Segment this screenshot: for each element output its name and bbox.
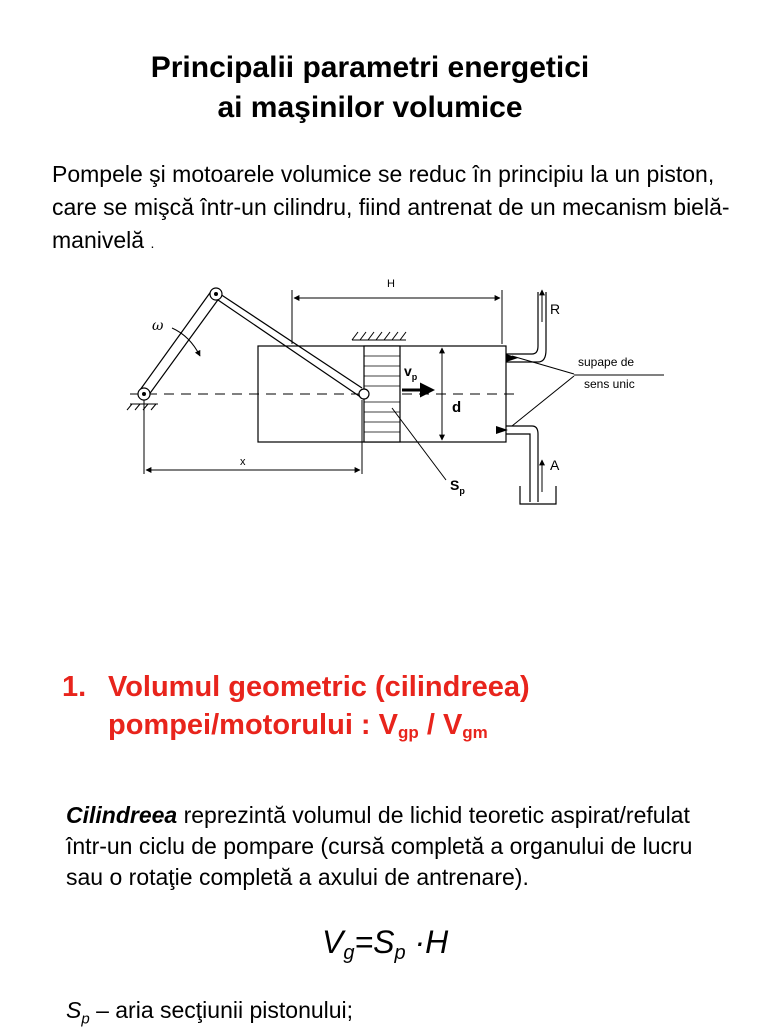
section-number: 1. bbox=[62, 671, 87, 703]
valves-label-line-1: supape de bbox=[578, 355, 635, 369]
discharge-pipe bbox=[506, 292, 546, 362]
h-label: H bbox=[387, 278, 395, 290]
intro-trailing-dot: . bbox=[150, 235, 155, 251]
a-label: A bbox=[550, 457, 560, 473]
r-label: R bbox=[550, 301, 561, 317]
position-dimension-x bbox=[144, 400, 362, 474]
valves-label-line-2: sens unic bbox=[584, 377, 635, 391]
ground-support bbox=[127, 404, 158, 410]
term-cilindreea: Cilindreea bbox=[66, 802, 178, 828]
omega-label: ω bbox=[152, 318, 164, 334]
intro-text: Pompele şi motoarele volumice se reduc în principiu la un piston, care se mişcă într-un cilindru, fiind antrenat de un mecanism bielă-manivelă bbox=[52, 161, 730, 253]
title-line-2: ai maşinilor volumice bbox=[217, 91, 523, 124]
sp-label: $S_p$ bbox=[450, 477, 465, 496]
sp-leader-line bbox=[392, 408, 446, 480]
section-heading bbox=[62, 668, 742, 752]
sp-definition: $S_p$ – aria secţiunii pistonului; bbox=[66, 997, 354, 1028]
piston-pump-diagram bbox=[0, 270, 768, 520]
rotation-arrow bbox=[172, 328, 200, 356]
suction-pipe bbox=[506, 426, 538, 502]
displacement-formula: $V_g=S_p \cdot H$ bbox=[322, 924, 449, 964]
page-title bbox=[0, 48, 740, 128]
piston-pin-joint bbox=[359, 389, 369, 399]
x-label: x bbox=[240, 456, 246, 468]
section-heading-line-1: Volumul geometric (cilindreea) bbox=[108, 671, 530, 703]
crank-arm bbox=[140, 290, 220, 396]
definition-paragraph bbox=[66, 800, 726, 893]
title-line-1: Principalii parametri energetici bbox=[150, 51, 590, 84]
vp-label: $v_p$ bbox=[404, 363, 418, 382]
d-label: d bbox=[452, 399, 462, 416]
connecting-rod bbox=[214, 290, 362, 398]
intro-paragraph bbox=[52, 158, 742, 260]
paragraph-text: reprezintă volumul de lichid teoretic aspirat/refulat într-un ciclu de pompare (cursă completă a organului de lucru sau o rotaţie completă a axului de antrenare). bbox=[66, 802, 693, 890]
discharge-valve bbox=[506, 354, 518, 362]
section-heading-line-2: pompei/motorului : $V_{gp} / V_{gm}$ bbox=[108, 709, 488, 742]
cylinder-wall-hatch bbox=[352, 332, 406, 340]
stroke-dimension-h bbox=[292, 290, 502, 344]
